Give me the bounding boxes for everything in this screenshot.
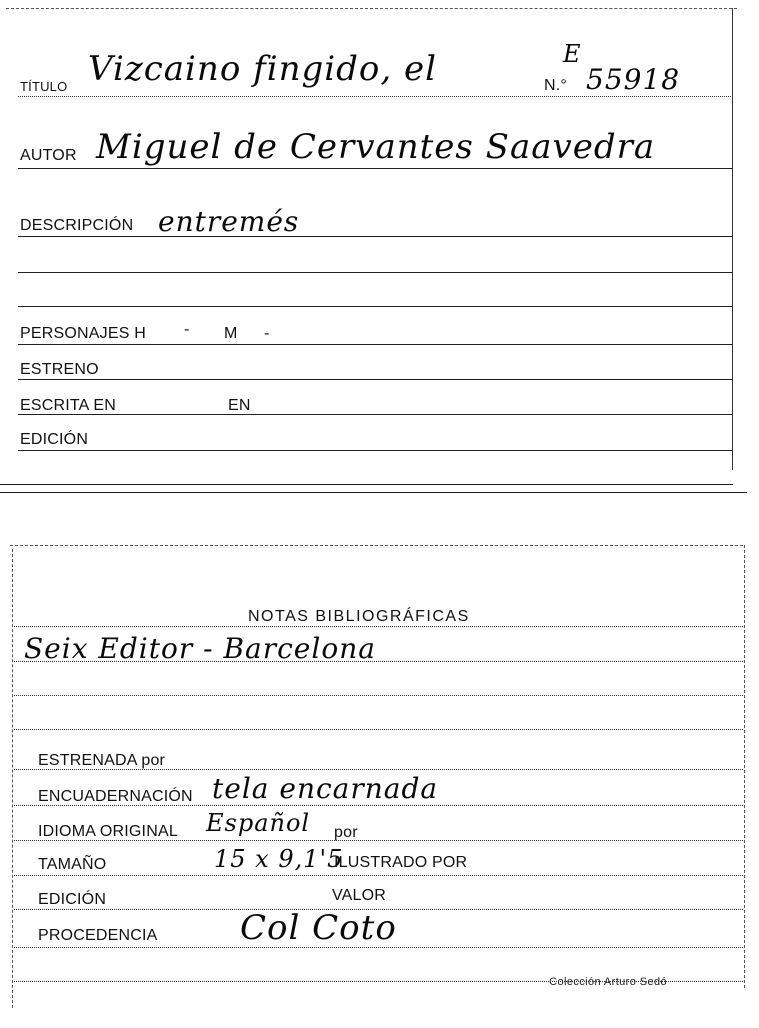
idioma-label: IDIOMA ORIGINAL <box>38 823 178 840</box>
encuadernacion-label: ENCUADERNACIÓN <box>38 788 193 805</box>
encuadernacion-value: tela encarnada <box>212 772 439 805</box>
autor-value: Miguel de Cervantes Saavedra <box>96 127 656 167</box>
catalog-card-top <box>0 0 759 500</box>
catalog-card-bottom <box>0 535 759 1028</box>
tamano-value: 15 x 9,1'5 <box>214 845 344 873</box>
descripcion-label: DESCRIPCIÓN <box>20 217 134 234</box>
numero-label: N.° <box>544 77 567 94</box>
rule-notas-1 <box>14 661 743 662</box>
rule-card-base <box>0 492 747 493</box>
edicion-label-b: EDICIÓN <box>38 891 107 908</box>
rule-descripcion <box>18 236 733 237</box>
titulo-value: Vizcaino fingido, el <box>88 49 437 89</box>
descripcion-value: entremés <box>158 205 300 238</box>
card-edge-top <box>10 545 743 546</box>
rule-notas-3 <box>14 729 743 730</box>
notas-value: Seix Editor - Barcelona <box>24 632 376 665</box>
rule-encuadernacion <box>14 805 743 806</box>
rule-notas <box>14 626 743 627</box>
estreno-label: ESTRENO <box>20 361 99 378</box>
ilustrado-label: ILUSTRADO POR <box>334 854 468 871</box>
numero-value: 55918 <box>586 63 681 96</box>
rule-estreno <box>18 379 733 380</box>
personajes-label: PERSONAJES H <box>20 325 146 342</box>
rule-tamano <box>14 875 743 876</box>
titulo-label: TÍTULO <box>20 79 68 94</box>
estrenada-label: ESTRENADA por <box>38 752 166 769</box>
rule-notas-2 <box>14 695 743 696</box>
notas-label: NOTAS BIBLIOGRÁFICAS <box>248 608 470 625</box>
numero-prefix: E <box>563 40 582 68</box>
procedencia-label: PROCEDENCIA <box>38 927 158 944</box>
escrita-label: ESCRITA EN <box>20 397 116 414</box>
valor-label: VALOR <box>332 887 387 904</box>
procedencia-value: Col Coto <box>240 908 397 948</box>
autor-label: AUTOR <box>20 147 77 164</box>
idioma-por-label: por <box>334 824 358 841</box>
rule-blank-2 <box>18 306 733 307</box>
card-edge-right <box>732 8 733 470</box>
rule-escrita <box>18 414 733 415</box>
card-edge-top <box>6 8 737 9</box>
personajes-h-value: - <box>184 321 190 338</box>
card-edge-left <box>12 549 13 1008</box>
rule-procedencia <box>14 947 743 948</box>
en-label: EN <box>228 397 251 414</box>
tamano-label: TAMAÑO <box>38 856 107 873</box>
idioma-value: Español <box>206 809 311 837</box>
rule-titulo <box>18 96 733 97</box>
rule-autor <box>18 168 733 169</box>
rule-edicion <box>18 450 733 451</box>
collection-footer: Colección Arturo Sedó <box>549 976 667 988</box>
edicion-label: EDICIÓN <box>20 431 89 448</box>
rule-card-bottom <box>0 484 733 485</box>
rule-estrenada <box>14 769 743 770</box>
personajes-m-label: M <box>224 325 238 342</box>
rule-personajes <box>18 344 733 345</box>
personajes-m-value: - <box>264 325 270 342</box>
card-edge-right <box>744 545 745 988</box>
rule-blank-1 <box>18 272 733 273</box>
rule-idioma <box>14 840 743 841</box>
